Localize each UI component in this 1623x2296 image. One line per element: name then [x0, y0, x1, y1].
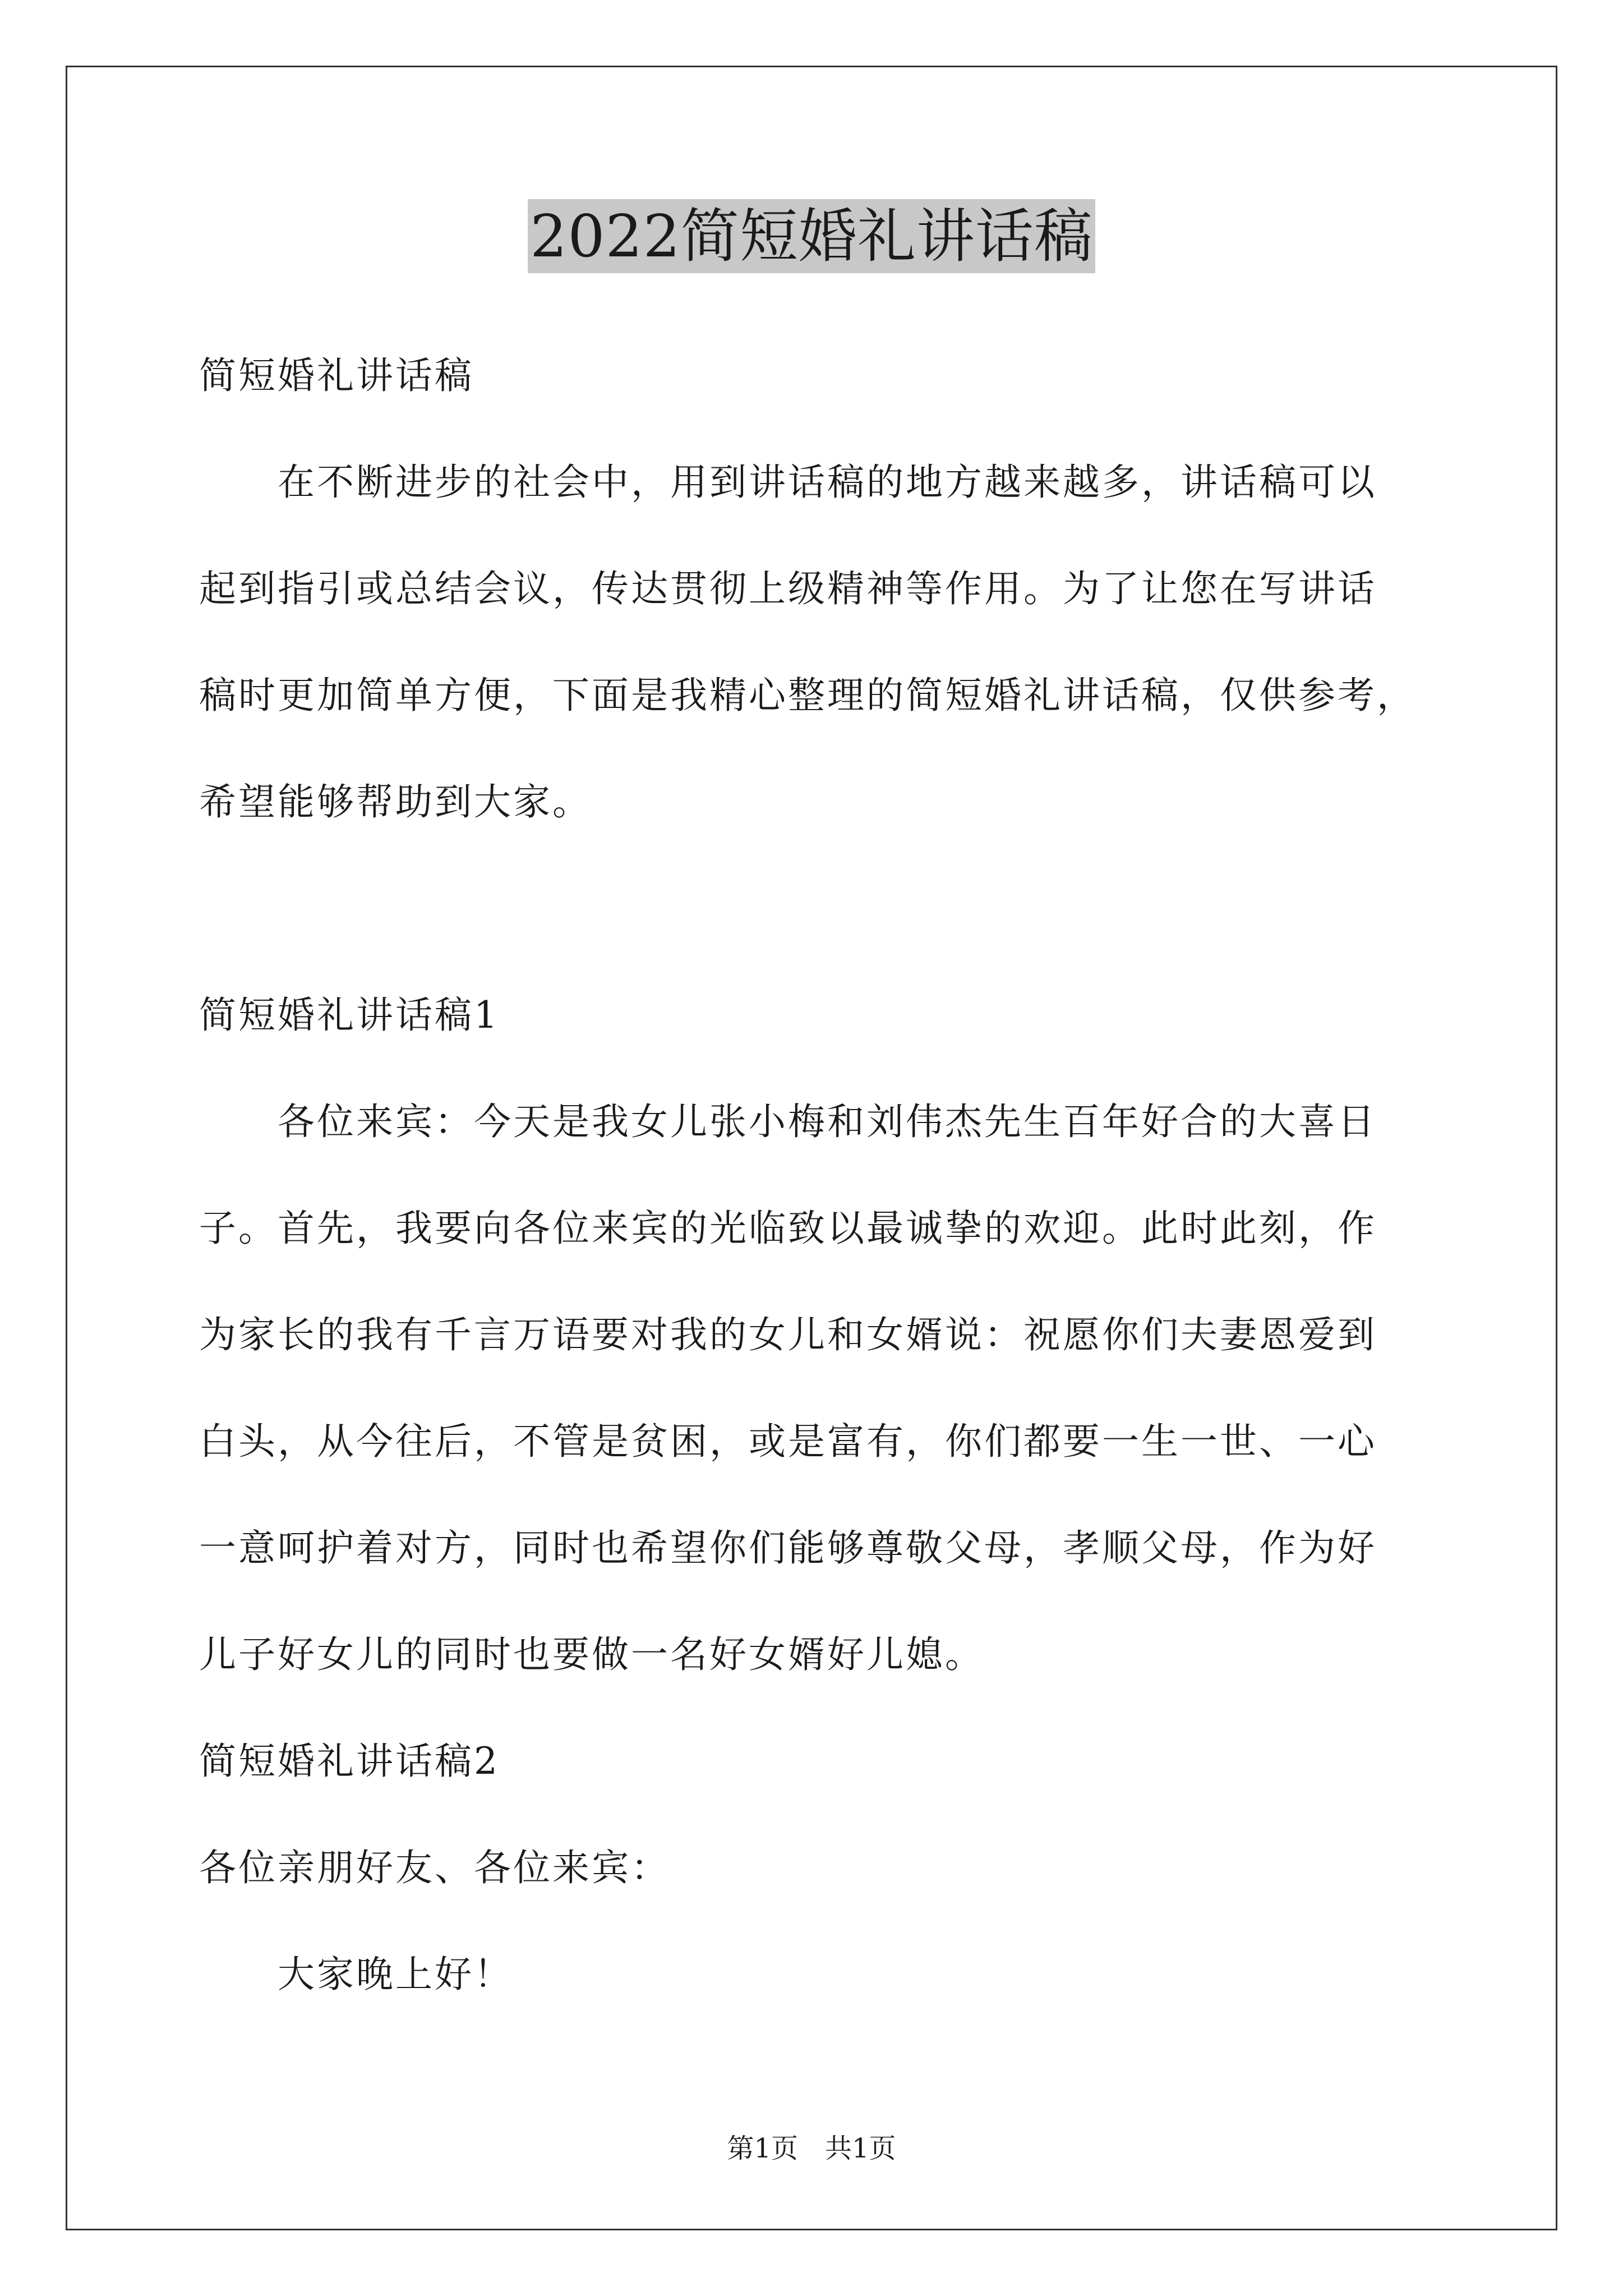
- page-number-footer: 第1页 共1页: [727, 2133, 896, 2164]
- section-2-line-1: 大家晚上好！: [199, 1953, 513, 1996]
- section-2-heading: 简短婚礼讲话稿2: [199, 1740, 500, 1783]
- section-1-line-2: 子。首先，我要向各位来宾的光临致以最诚挚的欢迎。此时此刻，作: [199, 1207, 1377, 1250]
- section-1-line-6: 儿子好女儿的同时也要做一名好女婿好儿媳。: [199, 1633, 984, 1676]
- section-2-greeting: 各位亲朋好友、各位来宾：: [199, 1846, 670, 1889]
- section-1-line-3: 为家长的我有千言万语要对我的女儿和女婿说：祝愿你们夫妻恩爱到: [199, 1313, 1377, 1356]
- intro-line-1: 在不断进步的社会中，用到讲话稿的地方越来越多，讲话稿可以: [199, 461, 1377, 504]
- section-1-line-1: 各位来宾：今天是我女儿张小梅和刘伟杰先生百年好合的大喜日: [199, 1100, 1377, 1143]
- section-1-heading: 简短婚礼讲话稿1: [199, 993, 500, 1037]
- intro-line-4: 希望能够帮助到大家。: [199, 780, 592, 823]
- section-1-line-5: 一意呵护着对方，同时也希望你们能够尊敬父母，孝顺父母，作为好: [199, 1526, 1377, 1570]
- intro-line-3: 稿时更加简单方便，下面是我精心整理的简短婚礼讲话稿，仅供参考，: [199, 674, 1416, 717]
- section-1-line-4: 白头，从今往后，不管是贫困，或是富有，你们都要一生一世、一心: [199, 1420, 1377, 1463]
- intro-line-2: 起到指引或总结会议，传达贯彻上级精神等作用。为了让您在写讲话: [199, 567, 1377, 610]
- document-title: 2022简短婚礼讲话稿: [528, 199, 1095, 273]
- title-container: [0, 199, 1623, 273]
- intro-heading: 简短婚礼讲话稿: [199, 354, 474, 397]
